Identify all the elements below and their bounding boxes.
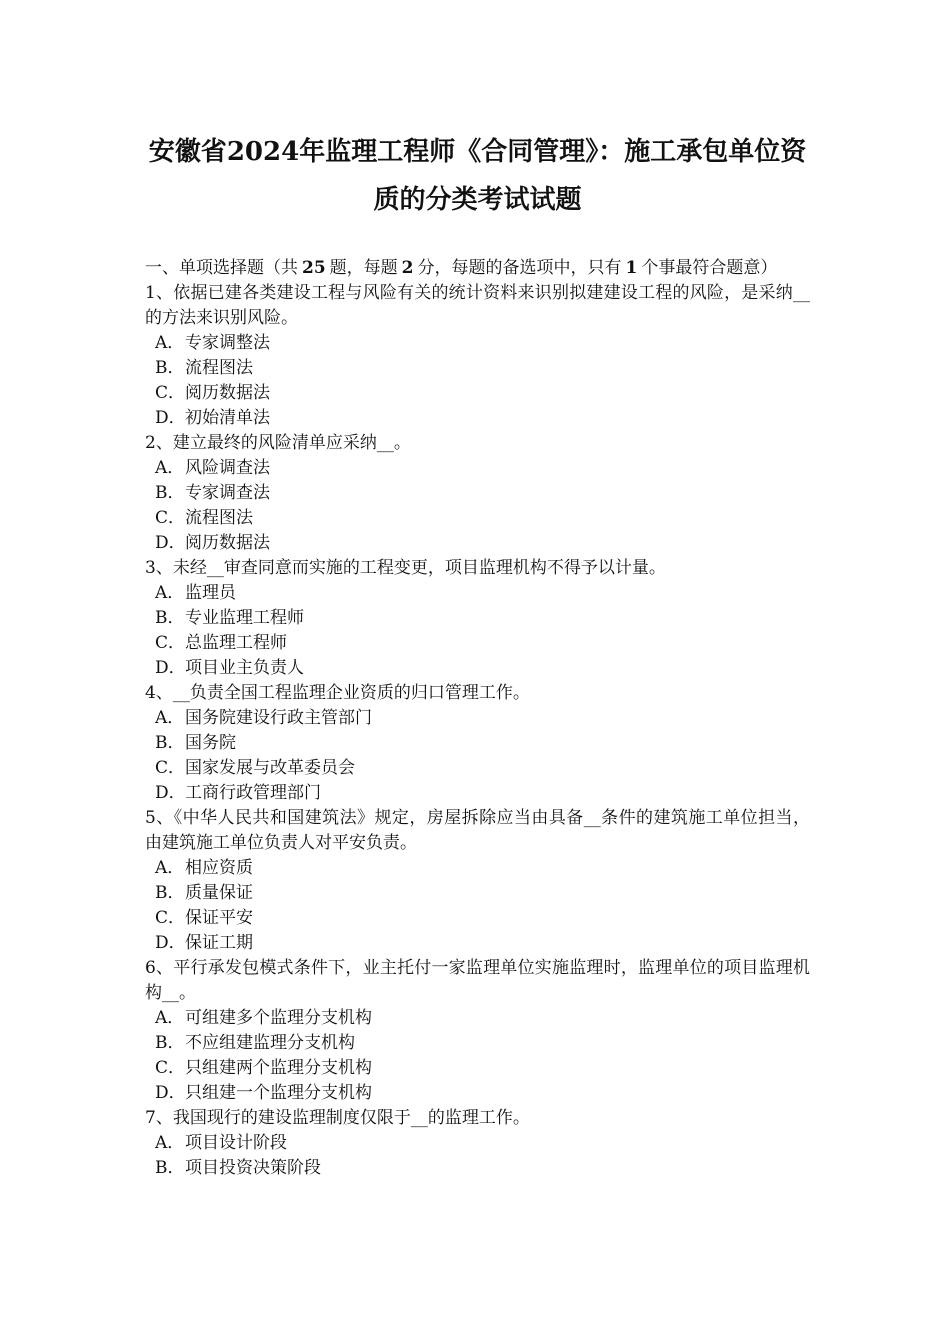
answer-option: [145, 931, 810, 956]
option-text: 阅历数据法: [185, 383, 270, 403]
option-text: 项目设计阶段: [185, 1133, 287, 1153]
option-text: 只组建两个监理分支机构: [185, 1058, 372, 1078]
option-letter: A．: [155, 708, 185, 728]
question-stem: 6、平行承发包模式条件下，业主托付一家监理单位实施监理时，监理单位的项目监理机构__。: [145, 958, 810, 1003]
points-per-question: 2: [401, 258, 414, 278]
answer-option: [145, 781, 810, 806]
answer-option: [145, 1056, 810, 1081]
option-text: 保证工期: [185, 933, 253, 953]
answer-option: [145, 456, 810, 481]
question-block: [145, 681, 810, 806]
answer-option: [145, 1031, 810, 1056]
question-block: [145, 431, 810, 556]
option-text: 阅历数据法: [185, 533, 270, 553]
option-letter: C．: [155, 633, 186, 653]
section-heading: [145, 256, 810, 281]
option-text: 相应资质: [185, 858, 253, 878]
option-letter: A．: [155, 333, 185, 353]
option-text: 不应组建监理分支机构: [185, 1033, 355, 1053]
option-letter: C．: [155, 508, 186, 528]
question-stem: 2、建立最终的风险清单应采纳__。: [145, 433, 411, 453]
answer-option: [145, 1131, 810, 1156]
option-letter: C．: [155, 1058, 186, 1078]
option-text: 可组建多个监理分支机构: [185, 1008, 372, 1028]
answer-option: [145, 1081, 810, 1106]
answer-option: [145, 406, 810, 431]
option-text: 工商行政管理部门: [185, 783, 321, 803]
answer-option: [145, 706, 810, 731]
title-line-1: [145, 128, 810, 176]
section-text-4: 个事最符合题意）: [641, 258, 778, 278]
option-letter: B．: [155, 1158, 185, 1178]
answer-option: [145, 1006, 810, 1031]
option-letter: D．: [155, 1083, 186, 1103]
option-text: 专家调整法: [185, 333, 270, 353]
question-count: 25: [302, 258, 326, 278]
title-prefix: 安徽省: [148, 137, 227, 167]
question-block: [145, 806, 810, 956]
option-letter: A．: [155, 1133, 185, 1153]
answer-option: [145, 531, 810, 556]
option-letter: B．: [155, 733, 185, 753]
option-text: 流程图法: [185, 358, 253, 378]
option-letter: B．: [155, 1033, 185, 1053]
option-letter: C．: [155, 758, 186, 778]
question-block: [145, 956, 810, 1106]
option-text: 风险调查法: [185, 458, 270, 478]
answer-option: [145, 656, 810, 681]
option-letter: D．: [155, 408, 186, 428]
answer-option: [145, 606, 810, 631]
option-letter: D．: [155, 533, 186, 553]
question-block: [145, 1106, 810, 1181]
option-letter: A．: [155, 1008, 185, 1028]
option-letter: A．: [155, 583, 185, 603]
section-text-1: 一、单项选择题（共: [145, 258, 298, 278]
option-letter: D．: [155, 658, 186, 678]
answer-option: [145, 581, 810, 606]
question-content: [145, 256, 810, 1181]
option-text: 国家发展与改革委员会: [185, 758, 355, 778]
option-letter: A．: [155, 458, 185, 478]
option-text: 国务院建设行政主管部门: [185, 708, 372, 728]
title-year: 2024: [226, 137, 300, 167]
answer-option: [145, 906, 810, 931]
option-letter: B．: [155, 358, 185, 378]
question-stem: 7、我国现行的建设监理制度仅限于__的监理工作。: [145, 1108, 530, 1128]
question-stem: 4、__负责全国工程监理企业资质的归口管理工作。: [145, 683, 530, 703]
option-text: 专业监理工程师: [185, 608, 304, 628]
answer-option: [145, 331, 810, 356]
option-letter: D．: [155, 783, 186, 803]
option-text: 项目投资决策阶段: [185, 1158, 321, 1178]
document-title: [145, 128, 810, 224]
answer-option: [145, 481, 810, 506]
answer-option: [145, 881, 810, 906]
question-list: [145, 281, 810, 1181]
question-block: [145, 281, 810, 431]
option-letter: C．: [155, 908, 186, 928]
option-letter: B．: [155, 608, 185, 628]
title-line-2: 质的分类考试试题: [373, 185, 582, 215]
answer-option: [145, 1156, 810, 1181]
option-text: 只组建一个监理分支机构: [185, 1083, 372, 1103]
option-text: 国务院: [185, 733, 236, 753]
title-suffix: 年监理工程师《合同管理》：施工承包单位资: [299, 137, 807, 167]
question-block: [145, 556, 810, 681]
question-stem: 3、未经__审查同意而实施的工程变更，项目监理机构不得予以计量。: [145, 558, 666, 578]
answer-option: [145, 631, 810, 656]
option-letter: D．: [155, 933, 186, 953]
option-letter: B．: [155, 883, 185, 903]
option-text: 流程图法: [185, 508, 253, 528]
option-letter: C．: [155, 383, 186, 403]
option-text: 保证平安: [185, 908, 253, 928]
option-text: 专家调查法: [185, 483, 270, 503]
option-letter: A．: [155, 858, 185, 878]
option-text: 质量保证: [185, 883, 253, 903]
document-page: [145, 128, 810, 1181]
question-stem: 5、《中华人民共和国建筑法》规定，房屋拆除应当由具备__条件的建筑施工单位担当，由建筑施工单位负责人对平安负责。: [145, 808, 810, 853]
question-stem: 1、依据已建各类建设工程与风险有关的统计资料来识别拟建建设工程的风险，是采纳__的方法来识别风险。: [145, 283, 810, 328]
answer-option: [145, 381, 810, 406]
option-text: 监理员: [185, 583, 236, 603]
answer-option: [145, 356, 810, 381]
option-text: 初始清单法: [185, 408, 270, 428]
answer-option: [145, 756, 810, 781]
answer-option: [145, 731, 810, 756]
correct-count: 1: [625, 258, 638, 278]
answer-option: [145, 506, 810, 531]
option-text: 项目业主负责人: [185, 658, 304, 678]
answer-option: [145, 856, 810, 881]
option-text: 总监理工程师: [185, 633, 287, 653]
option-letter: B．: [155, 483, 185, 503]
section-text-3: 分，每题的备选项中，只有: [417, 258, 622, 278]
section-text-2: 题，每题: [329, 258, 398, 278]
